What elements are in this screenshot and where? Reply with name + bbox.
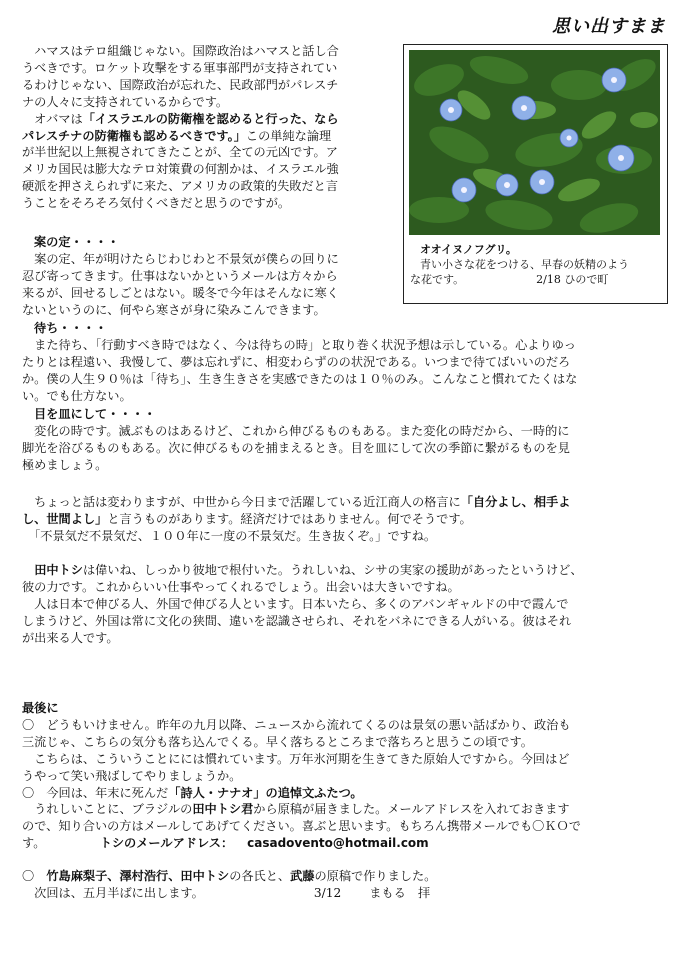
body-line: また待ち、「行動すべき時ではなく、今は待ちの時」と取り巻く状況予想は示している。心よりゆっ <box>22 337 576 352</box>
intro-line: 硬派を押さえられずに来た、アメリカの政策的失敗だと言 <box>22 179 339 194</box>
page-title: 思い出すまま <box>552 16 666 37</box>
body-text: の原稿で作りました。 <box>314 869 437 884</box>
intro-line: ナの人々に支持されているからです。 <box>22 94 229 109</box>
body-line: たりとは程遠い、我慢して、夢は忘れずに、相変わらずのの状況である。いつまで待てばいいのだろ <box>22 354 571 369</box>
body-line: 極めましょう。 <box>22 457 108 472</box>
section-closing <box>22 700 581 902</box>
body-line: 人は日本で伸びる人、外国で伸びる人といます。日本いたら、多くのアバンギャルドの中で霞んで <box>22 596 569 611</box>
body-line: か。僕の人生９０％は「待ち」、生き生きさを実感できたのは１０％のみ。こんなこと慣れてたくはな <box>22 371 578 386</box>
body-line: 案の定、年が明けたらじわじわと不景気が僕らの回りに <box>22 251 339 266</box>
body-text: 次回は、五月半ばに出します。 <box>22 886 204 901</box>
intro-line: が半世紀以上無視されてきたことが、全ての元凶です。ア <box>22 145 338 160</box>
body-text: 〇 今回は、年末に死んだ <box>22 785 169 800</box>
person-name: 田中トシ君 <box>192 802 254 817</box>
section-me-wo-sara <box>22 406 570 474</box>
body-line <box>22 885 581 902</box>
caption-text: な花です。 <box>410 273 465 286</box>
sign-date: 3/12 <box>313 886 342 901</box>
email-label: トシのメールアドレス： <box>99 836 234 851</box>
intro-line: うべきです。ロケット攻撃をする軍事部門が支持されてい <box>22 60 338 75</box>
intro-line: るわけじゃない、国際政治が忘れた、民政部門がパレスチ <box>22 77 339 92</box>
body-line: 彼の力です。これからいい仕事やってくれるでしょう。出会いは大きいですね。 <box>22 579 460 594</box>
obama-rest: この単純な論理 <box>245 128 332 143</box>
body-text: す。 <box>22 836 64 851</box>
body-line: 忍び寄ってきます。仕事はないかというメールは方々から <box>22 268 338 283</box>
photo-box <box>403 44 668 304</box>
body-text: ちょっと話は変わりますが、中世から今日まで活躍している近江商人の格言に <box>22 495 461 509</box>
body-line: しまうけど、外国は常に文化の狭間、違いを認識させられ、それをバネにできる人がいる。彼はそれ <box>22 613 572 628</box>
obama-line <box>22 111 339 128</box>
body-line <box>22 511 570 528</box>
body-line: うやって笑い飛ばしてやりましょうか。 <box>22 768 242 783</box>
caption-date: 2/18 ひので町 <box>536 273 609 286</box>
body-text: の各氏と、 <box>229 869 291 884</box>
signature: まもる 拝 <box>369 886 431 901</box>
intro-line: うことをそろそろ気付くべきだと思うのですが。 <box>22 196 291 211</box>
body-line <box>22 868 581 885</box>
section-anno-jo <box>22 234 339 319</box>
intro-block <box>22 43 339 212</box>
body-line: 変化の時です。滅ぶものはあるけど、これから伸びるものもある。また変化の時だから、一時的に <box>22 423 570 438</box>
body-line: 脚光を浴びるものもある。次に伸びるものを捕まえるとき。目を皿にして次の季節に繋がるものを見 <box>22 440 570 455</box>
body-line <box>22 562 583 579</box>
body-line: 〇 どうもいけません。昨年の九月以降、ニュースから流れてくるのは景気の悪い話ばかり、政治も <box>22 717 571 732</box>
body-text: から原稿が届きました。メールアドレスを入れておきます <box>253 802 570 817</box>
body-line: ので、知り合いの方はメールしてあげてください。喜ぶと思います。もちろん携帯メールでも〇ＫＯで <box>22 819 581 834</box>
section-omi-shonin <box>22 494 570 545</box>
obama-prefix: オバマは <box>22 111 83 126</box>
body-text: と言うものがあります。経済だけではありません。何でそうです。 <box>107 511 472 526</box>
section-heading: 待ち・・・・ <box>34 321 108 335</box>
body-line: 「不景気だ不景気だ、１００年に一度の不景気だ。生き抜くぞ。」ですね。 <box>22 528 437 543</box>
section-heading: 案の定・・・・ <box>34 235 120 249</box>
email-line <box>22 835 581 852</box>
contributor: 武藤 <box>290 869 315 884</box>
body-text: 〇 <box>22 869 47 884</box>
body-text: うれしいことに、ブラジルの <box>22 802 193 817</box>
caption-title: オオイヌノフグリ。 <box>420 243 517 256</box>
speedwell-flowers-image <box>409 50 660 235</box>
body-text: は偉いね、しっかり彼地で根付いた。うれしいね、シサの実家の援助があったというけど、 <box>82 563 583 577</box>
section-heading: 目を皿にして・・・・ <box>34 407 156 421</box>
section-heading: 最後に <box>22 701 59 715</box>
motto-text: し、世間よし」 <box>22 511 108 526</box>
intro-line: ハマスはテロ組織じゃない。国際政治はハマスと話し合 <box>22 44 339 58</box>
intro-line: メリカ国民は膨大なテロ対策費の何割かは、イスラエル強 <box>22 162 339 177</box>
body-line: こちらは、こういうことにには慣れています。万年氷河期を生きてきた原始人ですから。今回はど <box>22 751 570 766</box>
caption-line: 青い小さな花をつける、早春の妖精のよう <box>420 258 629 271</box>
photo-caption <box>410 242 629 287</box>
body-line: ないというのに、何やら寒さが身に染みこんできます。 <box>22 302 326 317</box>
body-line <box>22 785 581 802</box>
contributors: 竹島麻梨子、澤村浩行、田中トシ <box>46 869 230 884</box>
body-line <box>22 801 581 818</box>
caption-line <box>410 272 629 287</box>
person-name: 田中トシ <box>34 563 83 577</box>
body-line: 来るが、回せるしごとはない。暖冬で今年はそんなに寒く <box>22 285 339 300</box>
section-tanaka <box>22 562 583 647</box>
body-line: い。でも仕方ない。 <box>22 388 132 403</box>
motto-text: 「自分よし、相手よ <box>460 495 571 509</box>
obama-quote: パレスチナの防衛権も認めるべきです。」 <box>22 128 246 143</box>
flower-photo <box>409 50 660 235</box>
memorial-title: 「詩人・ナナオ」の追悼文ふたつ。 <box>168 785 363 800</box>
email-address[interactable]: casadovento@hotmail.com <box>247 836 429 851</box>
section-machi <box>22 320 577 405</box>
body-line: 三流じゃ、こちらの気分も落ち込んでくる。早く落ちるところまで落ちろと思うこの頃です。 <box>22 734 533 749</box>
body-line: が出来る人です。 <box>22 630 119 645</box>
obama-quote: 「イスラエルの防衛権を認めると行った、なら <box>82 111 339 126</box>
body-line <box>22 494 570 511</box>
obama-line <box>22 128 339 145</box>
